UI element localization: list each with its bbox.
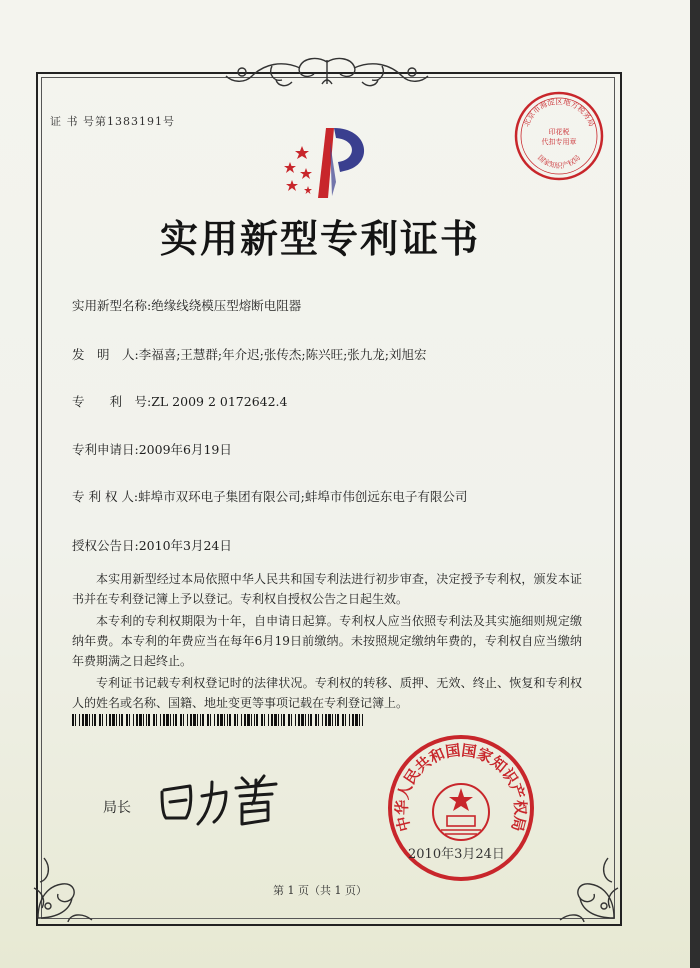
page-edge-shadow [690, 0, 700, 968]
field-patentee-row [72, 487, 467, 505]
name-value: 绝缘线绕模压型熔断电阻器 [151, 298, 302, 313]
svg-text:印花税: 印花税 [548, 128, 570, 136]
document-title: 实用新型专利证书 [159, 216, 480, 261]
issue-date: 2010年3月24日 [408, 847, 505, 862]
name-label: 实用新型名称: [72, 298, 152, 313]
inventor-label: 发 明 人: [72, 347, 139, 362]
director-label: 局长 [103, 800, 131, 816]
certificate-body [72, 569, 582, 715]
tax-stamp-seal [513, 90, 605, 182]
field-patent-number-row [72, 392, 288, 410]
page-number: 第 1 页（共 1 页） [273, 884, 367, 897]
barcode [72, 714, 364, 726]
paragraph-1: 本实用新型经过本局依照中华人民共和国专利法进行初步审查，决定授予专利权，颁发本证书并在专利登记簿上予以登记。专利权自授权公告之日起生效。 [72, 572, 582, 606]
inventor-value: 李福喜;王慧群;年介迟;张传杰;陈兴旺;张九龙;刘旭宏 [138, 347, 427, 362]
svg-text:代扣专用章: 代扣专用章 [541, 138, 577, 146]
patent-number-label: 专 利 号: [72, 394, 152, 409]
field-grant-date-row [72, 536, 232, 554]
field-filing-date-row [72, 440, 232, 458]
patentee-value: 蚌埠市双环电子集团有限公司;蚌埠市伟创远东电子有限公司 [138, 489, 468, 504]
field-name-row [72, 296, 301, 314]
paragraph-3: 专利证书记载专利权登记时的法律状况。专利权的转移、质押、无效、终止、恢复和专利权人的姓名或名称、国籍、地址变更等事项记载在专利登记簿上。 [72, 676, 582, 710]
field-inventor-row [72, 345, 427, 363]
paragraph-2: 本专利的专利权期限为十年，自申请日起算。专利权人应当依照专利法及其实施细则规定缴纳年费。本专利的年费应当在每年6月19日前缴纳。未按照规定缴纳年费的，专利权自应当缴纳年费期满之日起终止。 [72, 614, 582, 668]
small-seal-top-text: 北京市海淀区地方税务局 [521, 97, 597, 128]
filing-date-value: 2009年6月19日 [138, 442, 232, 457]
grant-date-label: 授权公告日: [72, 538, 139, 553]
certificate-number: 证 书 号第1383191号 [50, 115, 175, 128]
patent-number-value: ZL 2009 2 0172642.4 [151, 394, 288, 409]
filing-date-label: 专利申请日: [72, 442, 139, 457]
patentee-label: 专 利 权 人: [72, 489, 139, 504]
grant-date-value: 2010年3月24日 [138, 538, 232, 553]
top-ornament [222, 54, 432, 92]
seal-text: 中华人民共和国国家知识产权局 [392, 741, 530, 834]
svg-text:国家知识产权局 [536, 153, 582, 170]
director-signature [156, 770, 296, 830]
small-seal-bottom-text: 国家知识产权局 [535, 153, 583, 170]
patent-office-logo [278, 122, 378, 200]
